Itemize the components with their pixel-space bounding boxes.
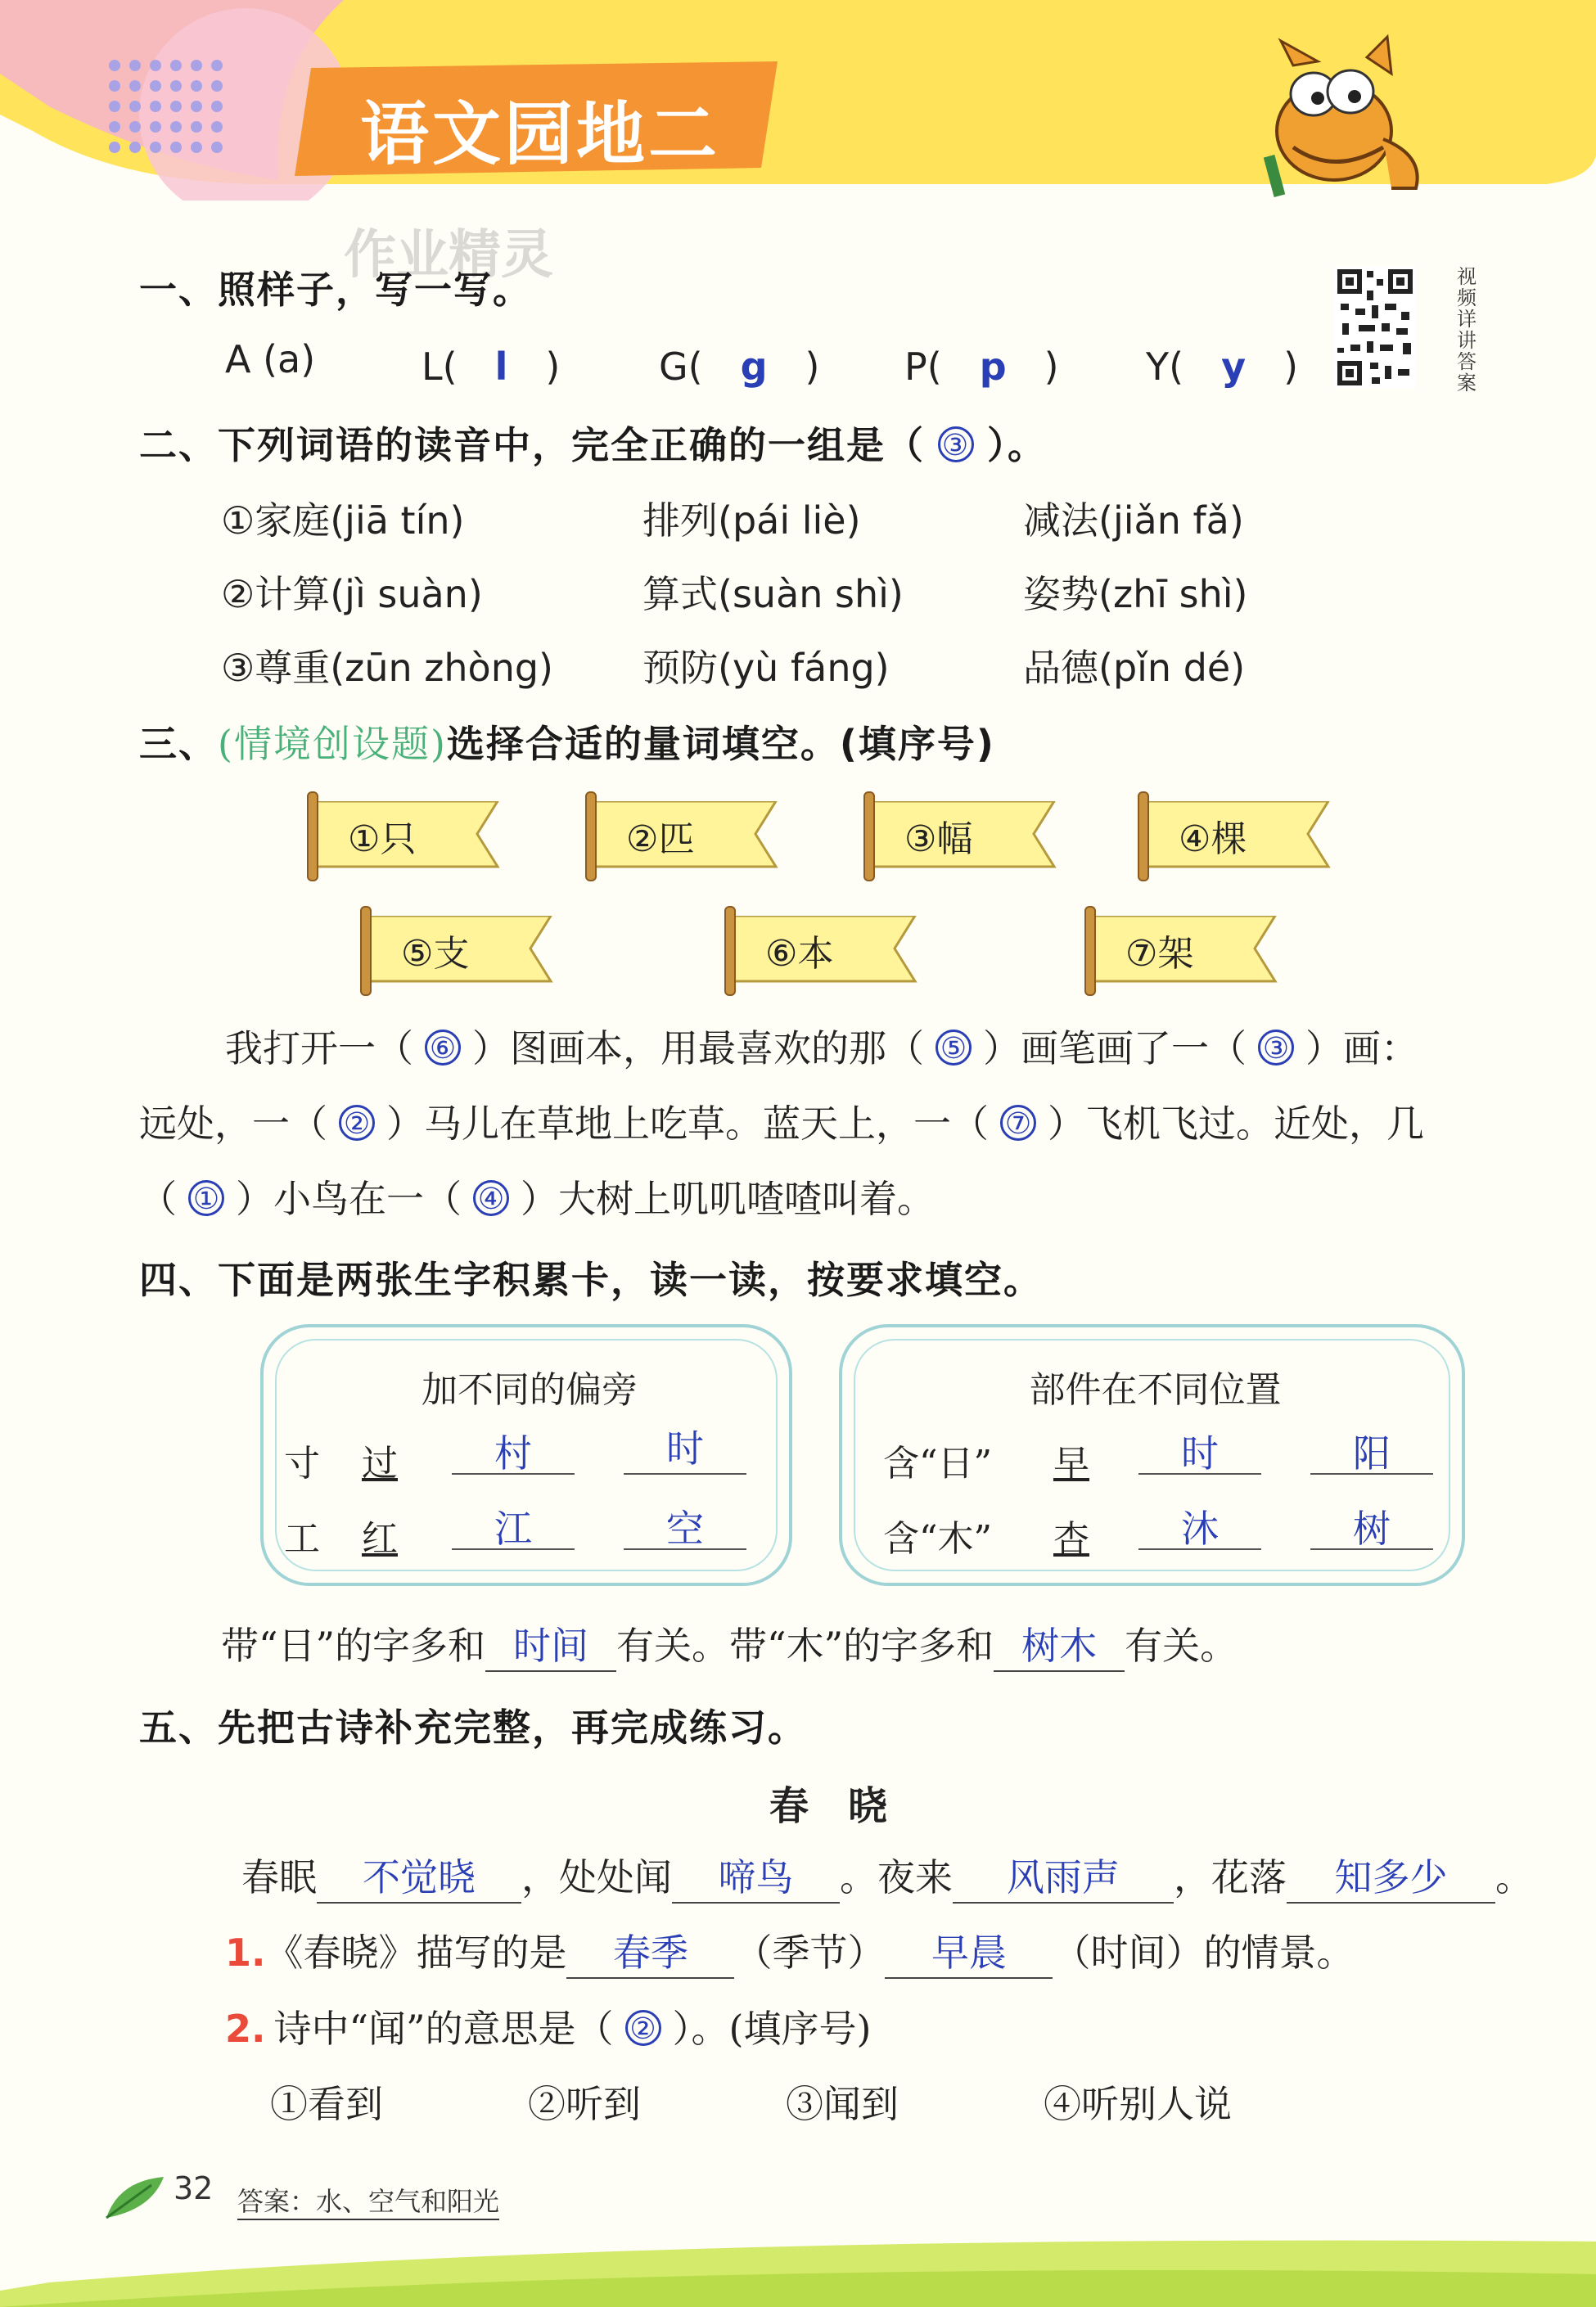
card-radicals: 加不同的偏旁 寸 过 村 时 工 红 江 空 bbox=[260, 1324, 792, 1586]
page-title: 语文园地二 bbox=[360, 94, 721, 174]
leaf-icon bbox=[102, 2173, 168, 2222]
card-positions: 部件在不同位置 含“日” 早 时 阳 含“木” 杏 沐 树 bbox=[839, 1324, 1465, 1586]
section-5-title: 五、先把古诗补充完整，再完成练习。 bbox=[139, 1705, 807, 1750]
page-number: 32 bbox=[174, 2170, 214, 2206]
flag-3: ③幅 bbox=[863, 798, 1052, 876]
title-banner bbox=[295, 61, 786, 176]
letter-pair-y: Y( y ) bbox=[1146, 345, 1299, 389]
flag-6: ⑥本 bbox=[724, 912, 913, 991]
letter-pair-a: A (a) bbox=[225, 337, 316, 381]
dot-pattern bbox=[106, 57, 246, 164]
flag-2: ②匹 bbox=[585, 798, 773, 876]
section-4-title: 四、下面是两张生字积累卡，读一读，按要求填空。 bbox=[139, 1258, 1043, 1302]
poem-title: 春 晓 bbox=[769, 1783, 888, 1829]
section-3-passage-line-2: 远处，一（ ② ）马儿在草地上吃草。蓝天上，一（ ⑦ ）飞机飞过。近处，几 bbox=[139, 1102, 1424, 1146]
watermark: 作业精灵 bbox=[344, 225, 553, 286]
flag-7: ⑦架 bbox=[1084, 912, 1273, 991]
footer-answer-note: 答案：水、空气和阳光 bbox=[237, 2181, 499, 2220]
qr-code[interactable] bbox=[1334, 266, 1416, 389]
qr-label: 视频详讲答案 bbox=[1457, 265, 1477, 394]
qr-code-icon bbox=[1334, 266, 1416, 389]
section-3-passage-line-3: （ ① ）小鸟在一（ ④ ）大树上叽叽喳喳叫着。 bbox=[139, 1177, 935, 1221]
flag-4: ④棵 bbox=[1138, 798, 1326, 876]
question-2: 2. 诗中“闻”的意思是（ ② ）。(填序号) bbox=[225, 2007, 872, 2051]
question-1: 1.《春晓》描写的是 春季 （季节） 早晨 （时间）的情景。 bbox=[225, 1923, 1354, 1979]
situation-tag: (情境创设题) bbox=[218, 722, 447, 766]
section-3-title: 三、(情境创设题)选择合适的量词填空。(填序号) bbox=[139, 722, 995, 766]
header-band bbox=[0, 0, 1596, 201]
answer-circle: ③ bbox=[938, 426, 974, 462]
section-4-summary: 带“日”的字多和 时间 有关。带“木”的字多和 树木 有关。 bbox=[221, 1616, 1238, 1672]
letter-pair-p: P( p ) bbox=[904, 345, 1059, 389]
letter-pair-l: L( l ) bbox=[422, 345, 561, 389]
card-positions-title: 部件在不同位置 bbox=[1029, 1369, 1282, 1411]
card-radicals-title: 加不同的偏旁 bbox=[422, 1369, 638, 1411]
section-3-passage-line-1: 我打开一（ ⑥ ）图画本，用最喜欢的那（ ⑤ ）画笔画了一（ ③ ）画： bbox=[225, 1026, 1418, 1070]
section-2-title: 二、下列词语的读音中，完全正确的一组是（ ③ ）。 bbox=[139, 423, 1047, 467]
poem-line: 春眠 不觉晓 ，处处闻 啼鸟 。夜来 风雨声 ，花落 知多少 。 bbox=[241, 1848, 1533, 1904]
flag-5: ⑤支 bbox=[360, 912, 548, 991]
flag-1: ①只 bbox=[307, 798, 495, 876]
letter-pair-g: G( g ) bbox=[659, 345, 820, 389]
section-1-title: 一、照样子，写一写。 bbox=[139, 268, 532, 312]
cat-mascot-icon bbox=[1236, 33, 1449, 205]
